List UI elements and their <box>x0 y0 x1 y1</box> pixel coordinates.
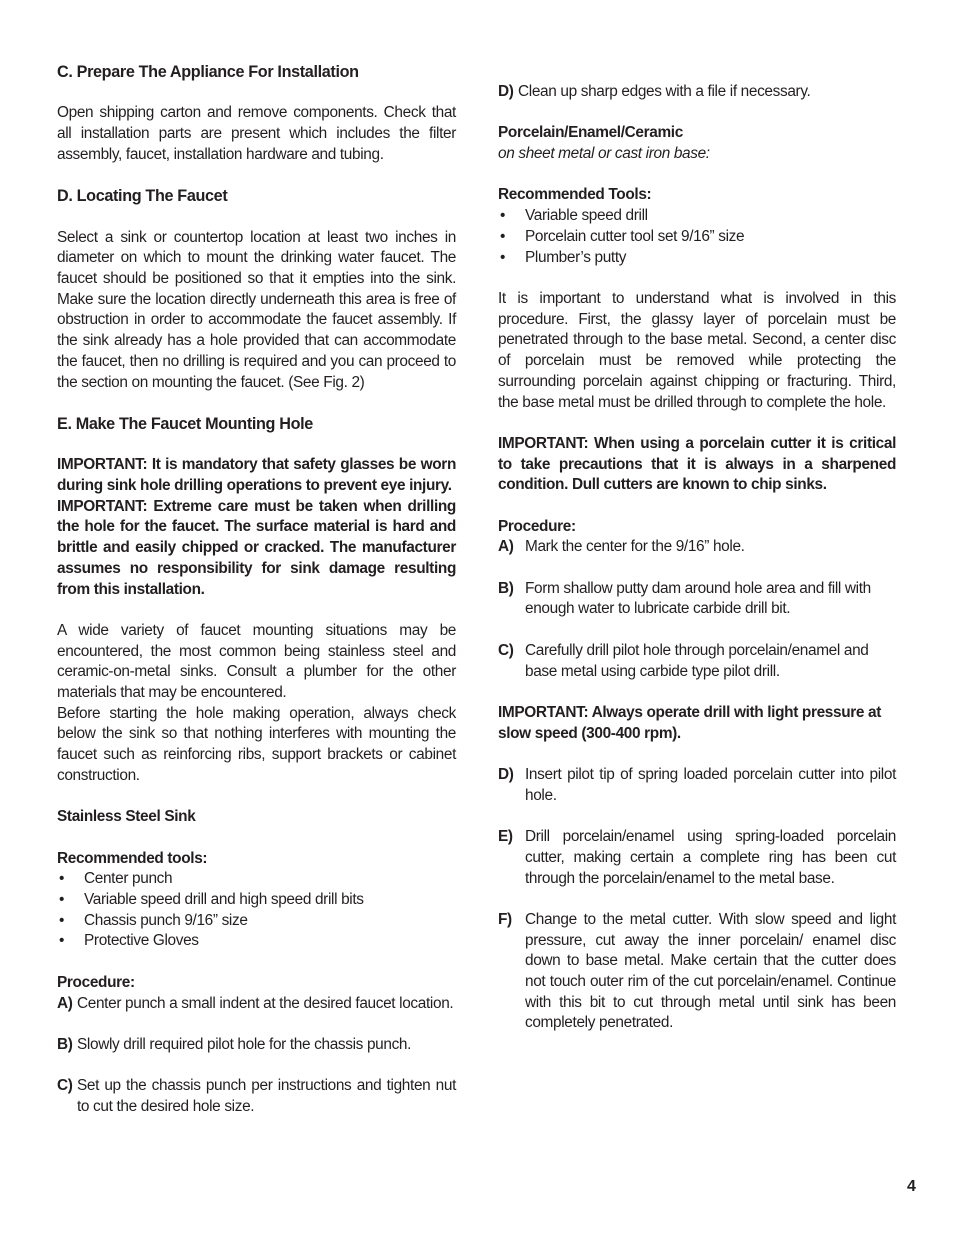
step-text: Form shallow putty dam around hole area and fill with enough water to lubricate carbide drill bit. <box>525 579 871 618</box>
step-text: Slowly drill required pilot hole for the chassis punch. <box>77 1035 412 1053</box>
list-item: • Plumber’s putty <box>498 248 896 269</box>
procedure-step <box>57 1076 456 1117</box>
procedure-step <box>498 82 896 103</box>
procedure-heading: Procedure: <box>498 517 576 535</box>
procedure-heading: Procedure: <box>57 973 135 991</box>
important-cutter: IMPORTANT: When using a porcelain cutter it is critical to take precautions that it is always in a sharpened condition. Dull cutters are known to chip sinks. <box>498 434 896 494</box>
porcelain-heading: Porcelain/Enamel/Ceramic <box>498 124 683 142</box>
section-d-body: Select a sink or countertop location at least two inches in diameter on which to mount the drinking water faucet. The faucet should be positioned so that it empties into the sink. Make sure the location directly underneath this area is free of obstruction in order to accommodate the faucet assembly. If the sink already has a hole provided that can accommodate the faucet, then no drilling is required and you can proceed to the section on mounting the faucet. (See Fig. 2) <box>57 228 456 391</box>
left-column <box>57 62 456 1118</box>
tools-list <box>498 206 896 268</box>
tools-heading: Recommended Tools: <box>498 186 652 204</box>
step-label: B) <box>57 1035 73 1053</box>
procedure-step <box>498 827 896 889</box>
section-c-heading: C. Prepare The Appliance For Installation <box>57 63 359 81</box>
important-extreme-care: IMPORTANT: Extreme care must be taken when drilling the hole for the faucet. The surface material is hard and brittle and easily chipped or cracked. The manufacturer assumes no responsibility for sink damage resulting from this installation. <box>57 497 456 598</box>
page-number: 4 <box>907 1178 916 1195</box>
section-c-body: Open shipping carton and remove components. Check that all installation parts are present which includes the filter assembly, faucet, installation hardware and tubing. <box>57 104 456 163</box>
step-text: Drill porcelain/enamel using spring-loaded porcelain cutter, making certain a complete ring has been cut through the porcelain/enamel to the metal base. <box>525 828 896 887</box>
before-starting-paragraph: Before starting the hole making operation, always check below the sink so that nothing interferes with mounting the faucet such as reinforcing ribs, support brackets or cabinet construction. <box>57 704 456 784</box>
step-label: C) <box>57 1077 73 1095</box>
section-e-heading: E. Make The Faucet Mounting Hole <box>57 414 313 433</box>
step-label: F) <box>498 910 512 928</box>
list-item: • Chassis punch 9/16” size <box>57 911 456 932</box>
procedure-step <box>498 910 896 1034</box>
procedure-step <box>498 765 896 806</box>
step-text: Set up the chassis punch per instructions and tighten nut to cut the desired hole size. <box>77 1077 456 1115</box>
step-label: C) <box>498 641 514 659</box>
step-label: E) <box>498 828 513 846</box>
list-item: • Variable speed drill <box>498 206 896 227</box>
section-d-heading: D. Locating The Faucet <box>57 187 228 206</box>
procedure-step <box>498 579 896 620</box>
step-label: A) <box>57 994 73 1012</box>
list-item: • Protective Gloves <box>57 931 456 952</box>
step-text: Clean up sharp edges with a file if necessary. <box>518 83 811 100</box>
step-text: Change to the metal cutter. With slow speed and light pressure, cut away the inner porcelain/ enamel disc down to base metal. Make certain that the cutter does not touch outer rim of the cut porcelain/enamel. Continue with this bit to cut through metal until sink has been completely penetrated. <box>525 910 896 1032</box>
step-text: Carefully drill pilot hole through porcelain/enamel and base metal using carbide type pilot drill. <box>525 641 869 680</box>
step-label: B) <box>498 579 514 597</box>
procedure-step <box>57 994 456 1015</box>
step-text: Center punch a small indent at the desired faucet location. <box>77 994 454 1012</box>
porcelain-subheading: on sheet metal or cast iron base: <box>498 145 710 163</box>
right-column <box>498 82 896 1034</box>
list-item: • Center punch <box>57 869 456 890</box>
tools-heading: Recommended tools: <box>57 849 208 867</box>
step-text: Insert pilot tip of spring loaded porcelain cutter into pilot hole. <box>525 766 896 804</box>
step-label: D) <box>498 83 514 100</box>
procedure-step <box>498 641 896 682</box>
list-item: • Variable speed drill and high speed drill bits <box>57 890 456 911</box>
procedure-step <box>498 537 896 558</box>
step-label: A) <box>498 538 514 556</box>
variety-paragraph: A wide variety of faucet mounting situations may be encountered, the most common being stainless steel and ceramic-on-metal sinks. Consult a plumber for the other materials that may be encountered. <box>57 621 456 701</box>
important-safety-glasses: IMPORTANT: It is mandatory that safety glasses be worn during sink hole drilling operations to prevent eye injury. <box>57 456 456 494</box>
procedure-step <box>57 1035 456 1056</box>
important-drill: IMPORTANT: Always operate drill with light pressure at slow speed (300-400 rpm). <box>498 703 882 742</box>
tools-list <box>57 869 456 952</box>
understand-paragraph: It is important to understand what is involved in this procedure. First, the glassy layer of porcelain must be penetrated through to the base metal. Second, a center disc of porcelain must be removed while protecting the surrounding porcelain against chipping or fracturing. Third, the base metal must be drilled through to complete the hole. <box>498 289 896 411</box>
list-item: • Porcelain cutter tool set 9/16” size <box>498 227 896 248</box>
step-text: Mark the center for the 9/16” hole. <box>525 538 745 556</box>
step-label: D) <box>498 766 514 784</box>
stainless-steel-heading: Stainless Steel Sink <box>57 808 196 826</box>
